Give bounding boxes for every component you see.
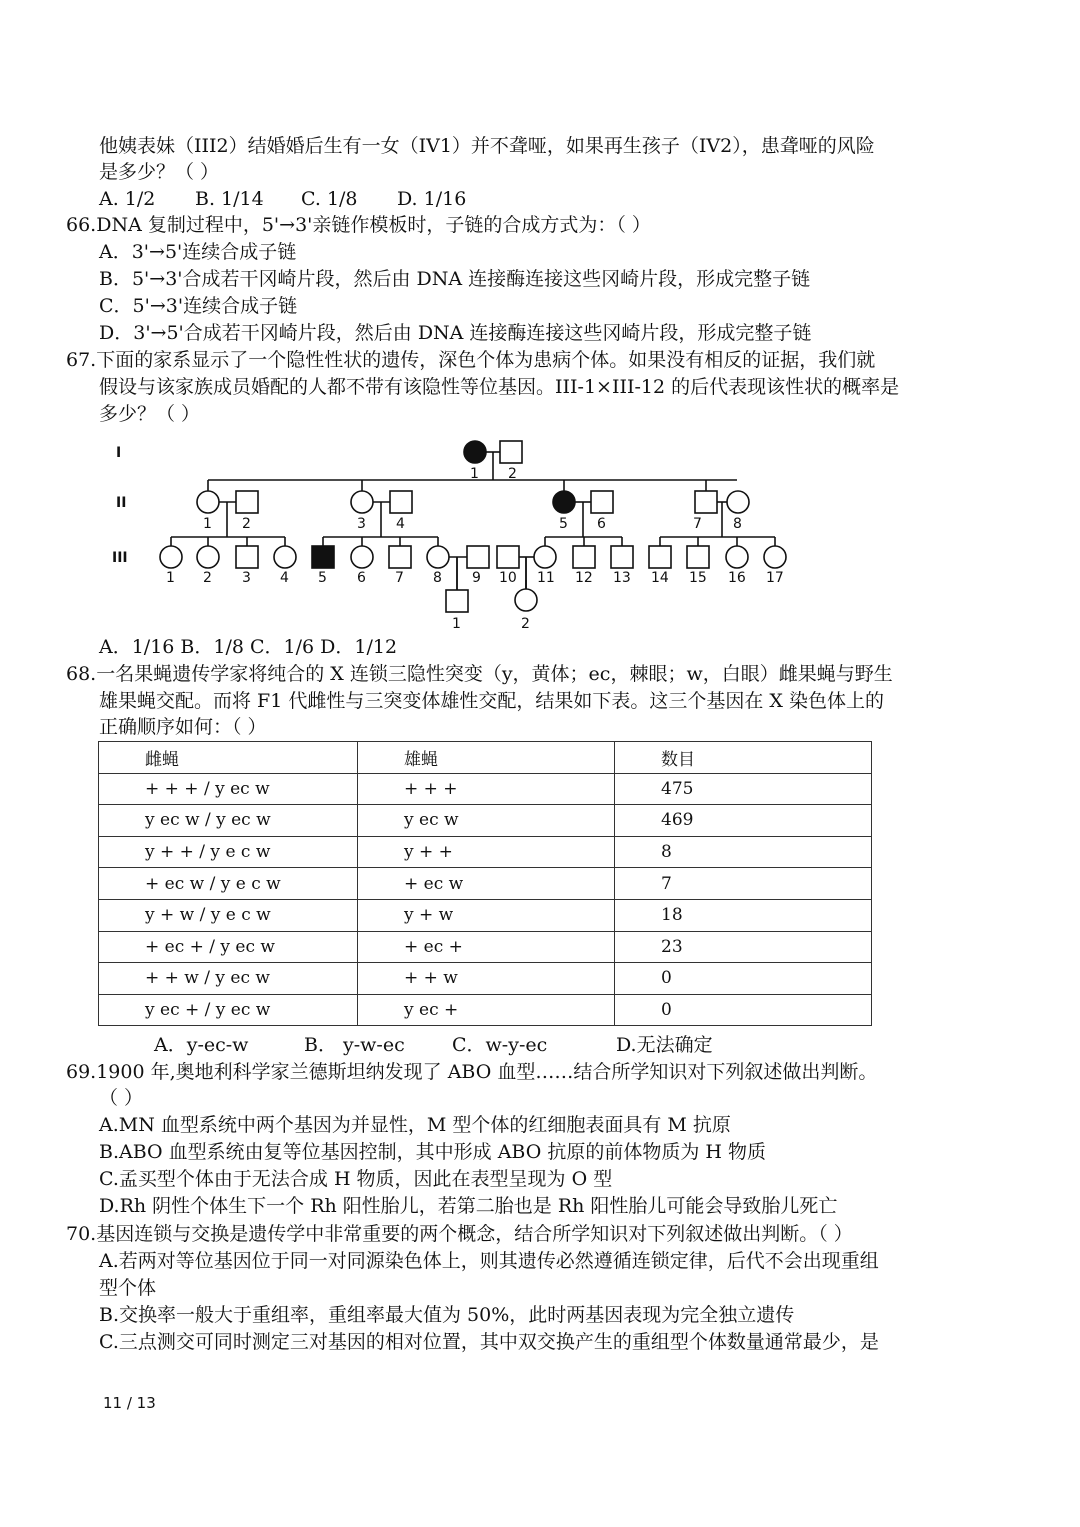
cell-count: 8: [615, 836, 872, 868]
header-male: 雄蝇: [358, 742, 615, 774]
gen3-label: 9: [472, 570, 481, 586]
gen3-label: 8: [433, 570, 442, 586]
cell-count: 475: [615, 773, 872, 805]
gen3-label: 5: [318, 570, 327, 586]
q68-option-d: D.无法确定: [616, 1034, 713, 1056]
header-count: 数目: [615, 742, 872, 774]
gen3-label: 13: [613, 570, 631, 586]
gen3-label: 1: [166, 570, 175, 586]
cell-male-phenotype: y + +: [358, 836, 615, 868]
cell-male-phenotype: + + w: [358, 963, 615, 995]
cell-female-genotype: + ec w / y e c w: [99, 868, 358, 900]
cell-male-phenotype: + ec w: [358, 868, 615, 900]
q69-stem: 69.1900 年,奥地利科学家兰德斯坦纳发现了 ABO 血型……结合所学知识对下列叙述做出判断。: [66, 1061, 878, 1083]
cell-female-genotype: y ec w / y ec w: [99, 805, 358, 837]
gen2-label: 5: [559, 516, 568, 532]
cell-female-genotype: y + + / y e c w: [99, 836, 358, 868]
q68-options: [154, 1032, 713, 1058]
header-female: 雌蝇: [99, 742, 358, 774]
cell-count: 18: [615, 899, 872, 931]
gen2-label: 7: [693, 516, 702, 532]
q69-paren: （ ）: [99, 1087, 144, 1109]
gen1-label: 1: [470, 466, 479, 482]
q70-option-c: C.三点测交可同时测定三对基因的相对位置，其中双交换产生的重组型个体数量通常最少，是: [99, 1331, 879, 1353]
q68-line-2: 雄果蝇交配。而将 F1 代雌性与三突变体雄性交配，结果如下表。这三个基因在 X 染色体上的: [99, 690, 884, 712]
cell-female-genotype: y ec + / y ec w: [99, 994, 358, 1026]
q69-option-d: D.Rh 阴性个体生下一个 Rh 阳性胎儿，若第二胎也是 Rh 阳性胎儿可能会导致胎儿死亡: [99, 1195, 838, 1217]
q70-option-a-line-1: A.若两对等位基因位于同一对同源染色体上，则其遗传必然遵循连锁定律，后代不会出现重组: [99, 1250, 879, 1272]
gen2-label: 6: [597, 516, 606, 532]
cell-male-phenotype: + ec +: [358, 931, 615, 963]
cell-count: 469: [615, 805, 872, 837]
table-row: [99, 805, 872, 837]
cross-results-table: [98, 741, 872, 1026]
q65-option-c: C. 1/8: [301, 188, 358, 210]
q69-option-c: C.孟买型个体由于无法合成 H 物质，因此在表型呈现为 O 型: [99, 1168, 613, 1190]
q68-option-a: A．y-ec-w: [154, 1034, 249, 1056]
gen3-label: 14: [651, 570, 669, 586]
q67-line-2: 假设与该家族成员婚配的人都不带有该隐性等位基因。III-1×III-12 的后代表现该性状的概率是: [99, 376, 900, 398]
q67-options: A．1/16 B．1/8 C．1/6 D．1/12: [99, 636, 398, 658]
generation-label-2: II: [116, 495, 127, 511]
q65-options: [99, 186, 466, 212]
gen2-label: 2: [242, 516, 251, 532]
cell-count: 23: [615, 931, 872, 963]
table-header-row: [99, 742, 872, 774]
table-row: [99, 931, 872, 963]
q70-stem: 70.基因连锁与交换是遗传学中非常重要的两个概念，结合所学知识对下列叙述做出判断。（ ）: [66, 1223, 853, 1245]
gen4-label: 1: [452, 616, 461, 632]
q69-option-a: A.MN 血型系统中两个基因为并显性，M 型个体的红细胞表面具有 M 抗原: [99, 1114, 731, 1136]
q67-line-1: 67.下面的家系显示了一个隐性性状的遗传，深色个体为患病个体。如果没有相反的证据，我们就: [66, 349, 876, 371]
gen2-label: 4: [396, 516, 405, 532]
q70-option-a-line-2: 型个体: [99, 1277, 157, 1299]
q66-option-b: B．5'→3'合成若干冈崎片段，然后由 DNA 连接酶连接这些冈崎片段，形成完整子链: [99, 268, 811, 290]
generation-label-3: III: [112, 550, 128, 566]
gen3-label: 10: [499, 570, 517, 586]
gen3-label: 15: [689, 570, 707, 586]
q68-line-1: 68.一名果蝇遗传学家将纯合的 X 连锁三隐性突变（y，黄体；ec，棘眼；w，白眼）雌果蝇与野生: [66, 663, 893, 685]
q66-option-a: A．3'→5'连续合成子链: [99, 241, 297, 263]
cell-count: 0: [615, 963, 872, 995]
table-row: [99, 836, 872, 868]
gen3-label: 11: [537, 570, 555, 586]
gen3-label: 16: [728, 570, 746, 586]
cell-count: 7: [615, 868, 872, 900]
gen4-label: 2: [521, 616, 530, 632]
gen3-label: 3: [242, 570, 251, 586]
q65-line-1: 他姨表妹（III2）结婚婚后生有一女（IV1）并不聋哑，如果再生孩子（IV2），患聋哑的风险: [99, 135, 875, 157]
cell-male-phenotype: y ec +: [358, 994, 615, 1026]
q65-option-a: A. 1/2: [99, 188, 156, 210]
q66-option-c: C．5'→3'连续合成子链: [99, 295, 298, 317]
cell-male-phenotype: y + w: [358, 899, 615, 931]
cell-male-phenotype: y ec w: [358, 805, 615, 837]
gen1-label: 2: [508, 466, 517, 482]
gen2-label: 1: [203, 516, 212, 532]
q67-line-3: 多少？（ ）: [99, 403, 201, 425]
gen3-label: 17: [766, 570, 784, 586]
table-row: [99, 994, 872, 1026]
q68-option-b: B． y-w-ec: [304, 1034, 405, 1056]
q65-option-d: D. 1/16: [397, 188, 467, 210]
q70-option-b: B.交换率一般大于重组率，重组率最大值为 50%，此时两基因表现为完全独立遗传: [99, 1304, 795, 1326]
q68-line-3: 正确顺序如何：（ ）: [99, 716, 267, 738]
gen3-label: 7: [395, 570, 404, 586]
generation-label-1: I: [116, 445, 122, 461]
q69-option-b: B.ABO 血型系统由复等位基因控制，其中形成 ABO 抗原的前体物质为 H 物质: [99, 1141, 766, 1163]
gen3-label: 2: [203, 570, 212, 586]
table-row: [99, 868, 872, 900]
gen3-label: 6: [357, 570, 366, 586]
cell-female-genotype: + ec + / y ec w: [99, 931, 358, 963]
q68-option-c: C．w-y-ec: [452, 1034, 548, 1056]
table-row: [99, 773, 872, 805]
q66-option-d: D．3'→5'合成若干冈崎片段，然后由 DNA 连接酶连接这些冈崎片段，形成完整子链: [99, 322, 812, 344]
cell-count: 0: [615, 994, 872, 1026]
gen3-label: 4: [280, 570, 289, 586]
q66-stem: 66.DNA 复制过程中，5'→3'亲链作模板时，子链的合成方式为：（ ）: [66, 214, 651, 236]
gen2-label: 8: [733, 516, 742, 532]
cell-female-genotype: y + w / y e c w: [99, 899, 358, 931]
table-row: [99, 963, 872, 995]
q65-line-2: 是多少？（ ）: [99, 161, 220, 183]
pedigree-chart: [100, 432, 800, 632]
cell-female-genotype: + + w / y ec w: [99, 963, 358, 995]
table-row: [99, 899, 872, 931]
cell-female-genotype: + + + / y ec w: [99, 773, 358, 805]
gen3-label: 12: [575, 570, 593, 586]
cell-male-phenotype: + + +: [358, 773, 615, 805]
gen2-label: 3: [357, 516, 366, 532]
page-number: 11 / 13: [103, 1394, 156, 1412]
q65-option-b: B. 1/14: [195, 188, 264, 210]
